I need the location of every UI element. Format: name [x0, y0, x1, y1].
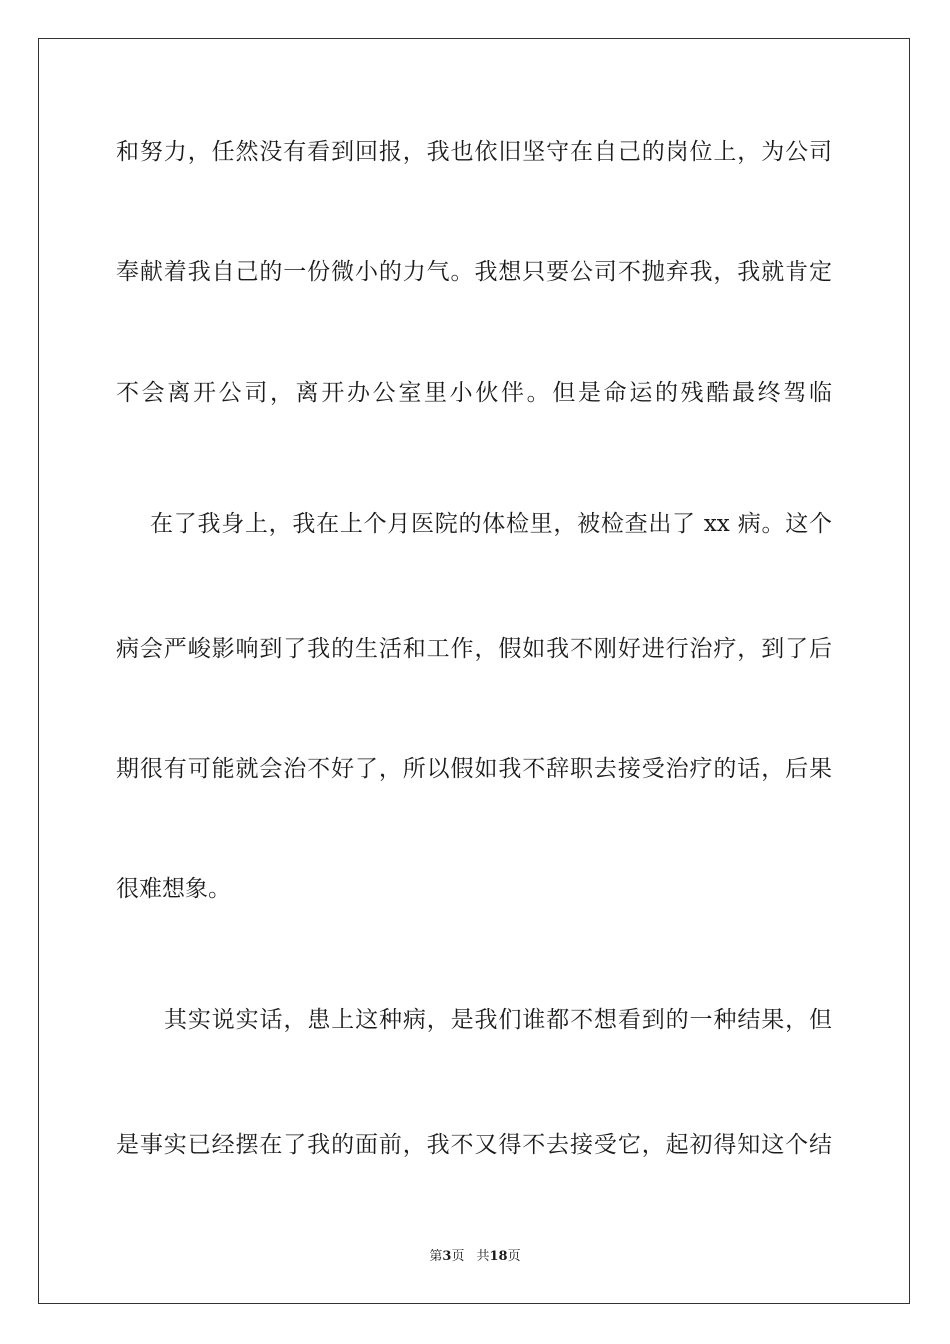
- page-suffix: 页: [451, 1249, 465, 1264]
- body-line-8: 其实说实话，患上这种病，是我们谁都不想看到的一种结果，但: [164, 1007, 832, 1033]
- body-line-7: 很难想象。: [116, 876, 231, 902]
- body-line-9: 是事实已经摆在了我的面前，我不又得不去接受它，起初得知这个结: [116, 1132, 832, 1158]
- page-border: [38, 38, 910, 1304]
- page-prefix: 第: [429, 1249, 443, 1264]
- body-line-4: 在了我身上，我在上个月医院的体检里，被检查出了 xx 病。这个: [150, 511, 832, 537]
- body-line-6: 期很有可能就会治不好了，所以假如我不辞职去接受治疗的话，后果: [116, 756, 832, 782]
- body-line-3: 不会离开公司，离开办公室里小伙伴。但是命运的残酷最终驾临: [116, 380, 832, 406]
- page-current: 3: [442, 1249, 452, 1264]
- body-line-5: 病会严峻影响到了我的生活和工作，假如我不刚好进行治疗，到了后: [116, 636, 832, 662]
- page-total: 18: [489, 1249, 508, 1264]
- body-line-1: 和努力，任然没有看到回报，我也依旧坚守在自己的岗位上，为公司: [116, 139, 832, 165]
- page-footer: [0, 1248, 950, 1266]
- total-prefix: 共: [476, 1249, 490, 1264]
- body-line-2: 奉献着我自己的一份微小的力气。我想只要公司不抛弃我，我就肯定: [116, 259, 832, 285]
- total-suffix: 页: [507, 1249, 521, 1264]
